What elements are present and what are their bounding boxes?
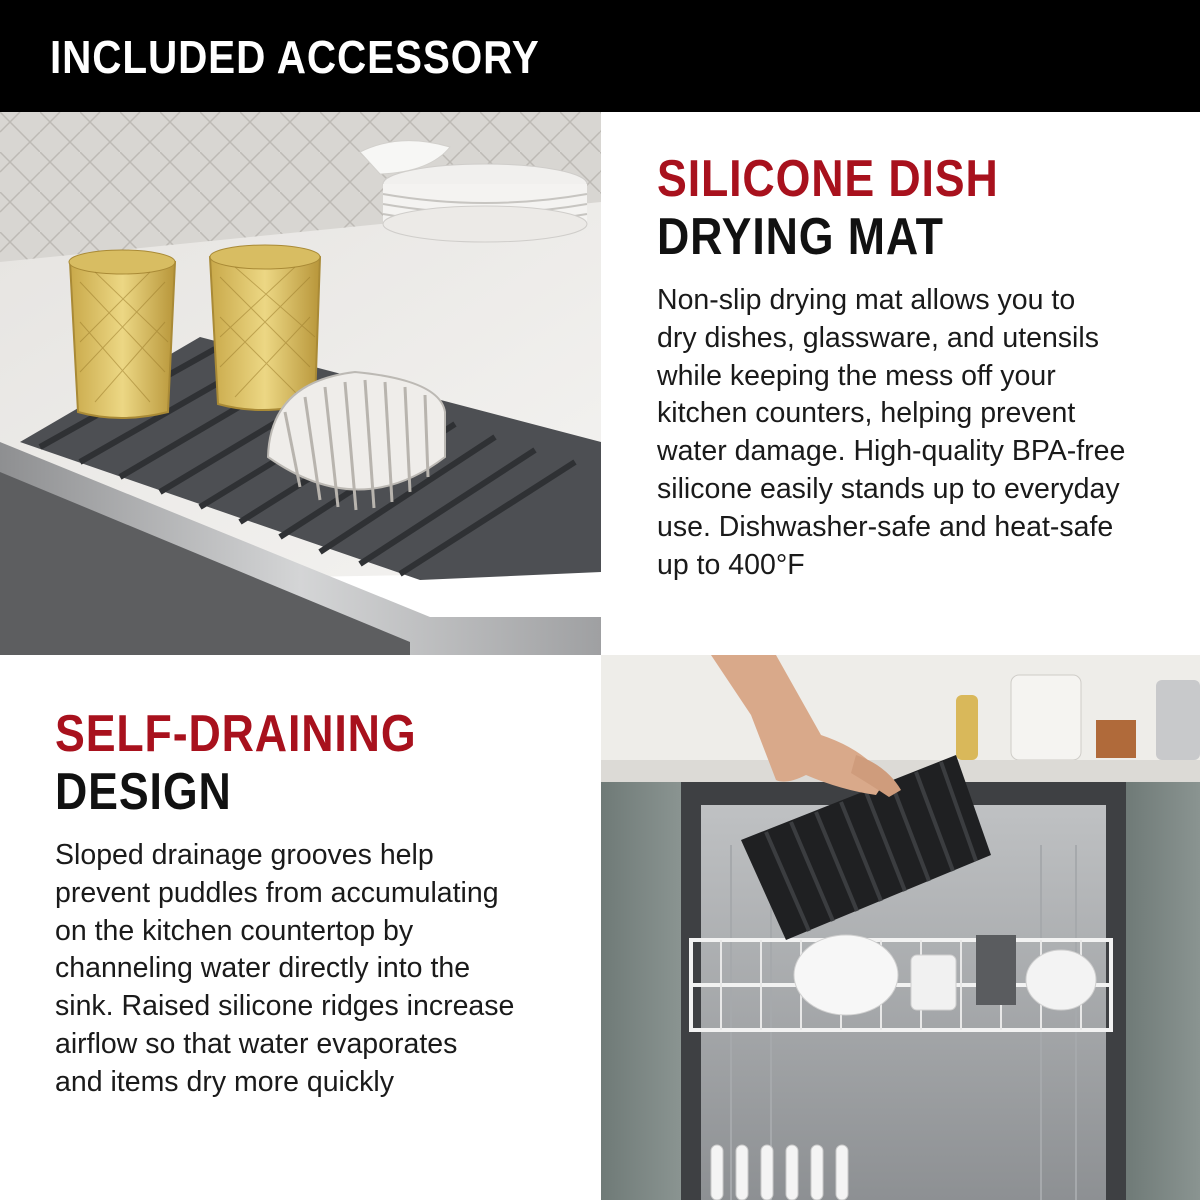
self-draining-feature xyxy=(55,705,575,1102)
feature-heading-red: SILICONE DISH xyxy=(657,150,999,208)
feature-description xyxy=(657,282,1177,584)
silicone-mat-feature xyxy=(657,150,1177,584)
feature-heading-red: SELF-DRAINING xyxy=(55,705,417,763)
description-line: on the kitchen countertop by xyxy=(55,914,414,947)
feature-description xyxy=(55,837,575,1102)
description-line: up to 400°F xyxy=(657,548,805,581)
dishwasher-photo xyxy=(601,655,1200,1200)
description-line: channeling water directly into the xyxy=(55,952,471,985)
header-bar xyxy=(0,0,1200,112)
description-line: use. Dishwasher-safe and heat-safe xyxy=(657,510,1114,543)
description-line: airflow so that water evaporates xyxy=(55,1027,458,1060)
header-title: INCLUDED ACCESSORY xyxy=(50,31,540,83)
description-line: while keeping the mess off your xyxy=(657,359,1056,392)
feature-heading-black: DESIGN xyxy=(55,763,232,821)
description-line: kitchen counters, helping prevent xyxy=(657,397,1076,430)
description-line: sink. Raised silicone ridges increase xyxy=(55,990,515,1023)
drying-mat-sink-photo xyxy=(0,112,601,655)
description-line: and items dry more quickly xyxy=(55,1065,394,1098)
description-line: prevent puddles from accumulating xyxy=(55,876,499,909)
description-line: Sloped drainage grooves help xyxy=(55,839,434,871)
description-line: Non-slip drying mat allows you to xyxy=(657,284,1076,316)
feature-heading-black: DRYING MAT xyxy=(657,208,944,266)
description-line: water damage. High-quality BPA-free xyxy=(657,435,1126,468)
description-line: silicone easily stands up to everyday xyxy=(657,472,1120,505)
description-line: dry dishes, glassware, and utensils xyxy=(657,321,1099,354)
